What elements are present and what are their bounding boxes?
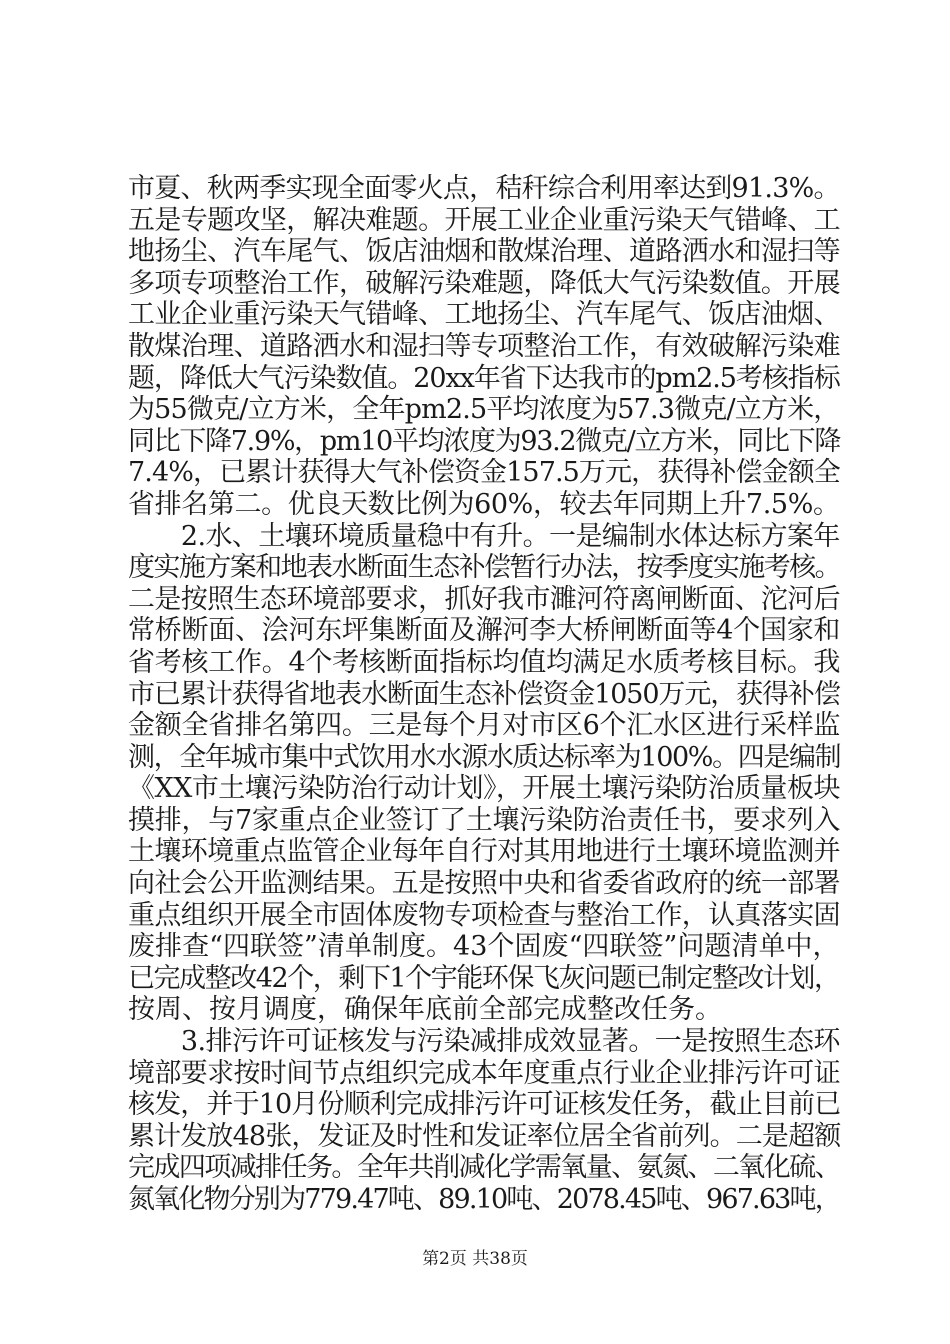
- page-footer: 第2页 共38页: [422, 1249, 528, 1269]
- text-line: 土壤环境重点监管企业每年自行对其用地进行土壤环境监测并: [128, 836, 840, 868]
- text-line: 同比下降7.9%，pm10平均浓度为93.2微克/立方米，同比下降: [128, 425, 841, 457]
- text-line: 完成四项减排任务。全年共削减化学需氧量、氨氮、二氧化硫、: [128, 1152, 840, 1184]
- text-line: 按周、按月调度，确保年底前全部完成整改任务。: [128, 994, 722, 1026]
- text-line: 市夏、秋两季实现全面零火点，秸秆综合利用率达到91.3%。: [128, 173, 840, 204]
- text-line: 常桥断面、浍河东坪集断面及澥河李大桥闸断面等4个国家和: [128, 615, 841, 647]
- text-line: 2.水、土壤环境质量稳中有升。一是编制水体达标方案年: [128, 520, 840, 552]
- text-line: 《XX市土壤污染防治行动计划》，开展土壤污染防治质量板块: [128, 773, 840, 805]
- text-line: 工业企业重污染天气错峰、工地扬尘、汽车尾气、饭店油烟、: [128, 299, 840, 331]
- text-line: 核发，并于10月份顺利完成排污许可证核发任务，截止目前已: [128, 1089, 841, 1121]
- text-line: 地扬尘、汽车尾气、饭店油烟和散煤治理、道路洒水和湿扫等: [128, 236, 840, 268]
- text-line: 五是专题攻坚，解决难题。开展工业企业重污染天气错峰、工: [128, 204, 840, 236]
- text-line: 多项专项整治工作，破解污染难题，降低大气污染数值。开展: [128, 267, 840, 299]
- text-line: 已完成整改42个，剩下1个宇能环保飞灰问题已制定整改计划，: [128, 962, 840, 994]
- text-line: 摸排，与7家重点企业签订了土壤污染防治责任书，要求列入: [128, 804, 841, 836]
- text-line: 为55微克/立方米，全年pm2.5平均浓度为57.3微克/立方米，: [128, 394, 840, 426]
- text-line: 二是按照生态环境部要求，抓好我市濉河符离闸断面、沱河后: [128, 583, 840, 615]
- text-line: 向社会公开监测结果。五是按照中央和省委省政府的统一部署: [128, 868, 840, 900]
- text-line: 市已累计获得省地表水断面生态补偿资金1050万元，获得补偿: [128, 678, 840, 710]
- text-line: 累计发放48张，发证及时性和发证率位居全省前列。二是超额: [128, 1120, 841, 1152]
- text-line: 度实施方案和地表水断面生态补偿暂行办法，按季度实施考核。: [128, 552, 840, 584]
- text-line: 省排名第二。优良天数比例为60%，较去年同期上升7.5%。: [128, 488, 840, 520]
- text-line: 氮氧化物分别为779.47吨、89.10吨、2078.45吨、967.63吨，: [128, 1184, 840, 1215]
- text-line: 散煤治理、道路洒水和湿扫等专项整治工作，有效破解污染难: [128, 330, 840, 362]
- text-line: 重点组织开展全市固体废物专项检查与整治工作，认真落实固: [128, 899, 840, 931]
- text-line: 省考核工作。4个考核断面指标均值均满足水质考核目标。我: [128, 646, 841, 678]
- text-line: 境部要求按时间节点组织完成本年度重点行业企业排污许可证: [128, 1057, 840, 1089]
- text-line: 测，全年城市集中式饮用水水源水质达标率为100%。四是编制: [128, 741, 841, 773]
- text-line: 废排查“四联签”清单制度。43个固废“四联签”问题清单中，: [128, 931, 840, 963]
- text-line: 金额全省排名第四。三是每个月对市区6个汇水区进行采样监: [128, 710, 841, 742]
- text-line: 7.4%，已累计获得大气补偿资金157.5万元，获得补偿金额全: [128, 457, 840, 489]
- document-body-text: [128, 173, 840, 1216]
- text-line: 题，降低大气污染数值。20xx年省下达我市的pm2.5考核指标: [128, 362, 840, 394]
- text-line: 3.排污许可证核发与污染减排成效显著。一是按照生态环: [128, 1026, 840, 1058]
